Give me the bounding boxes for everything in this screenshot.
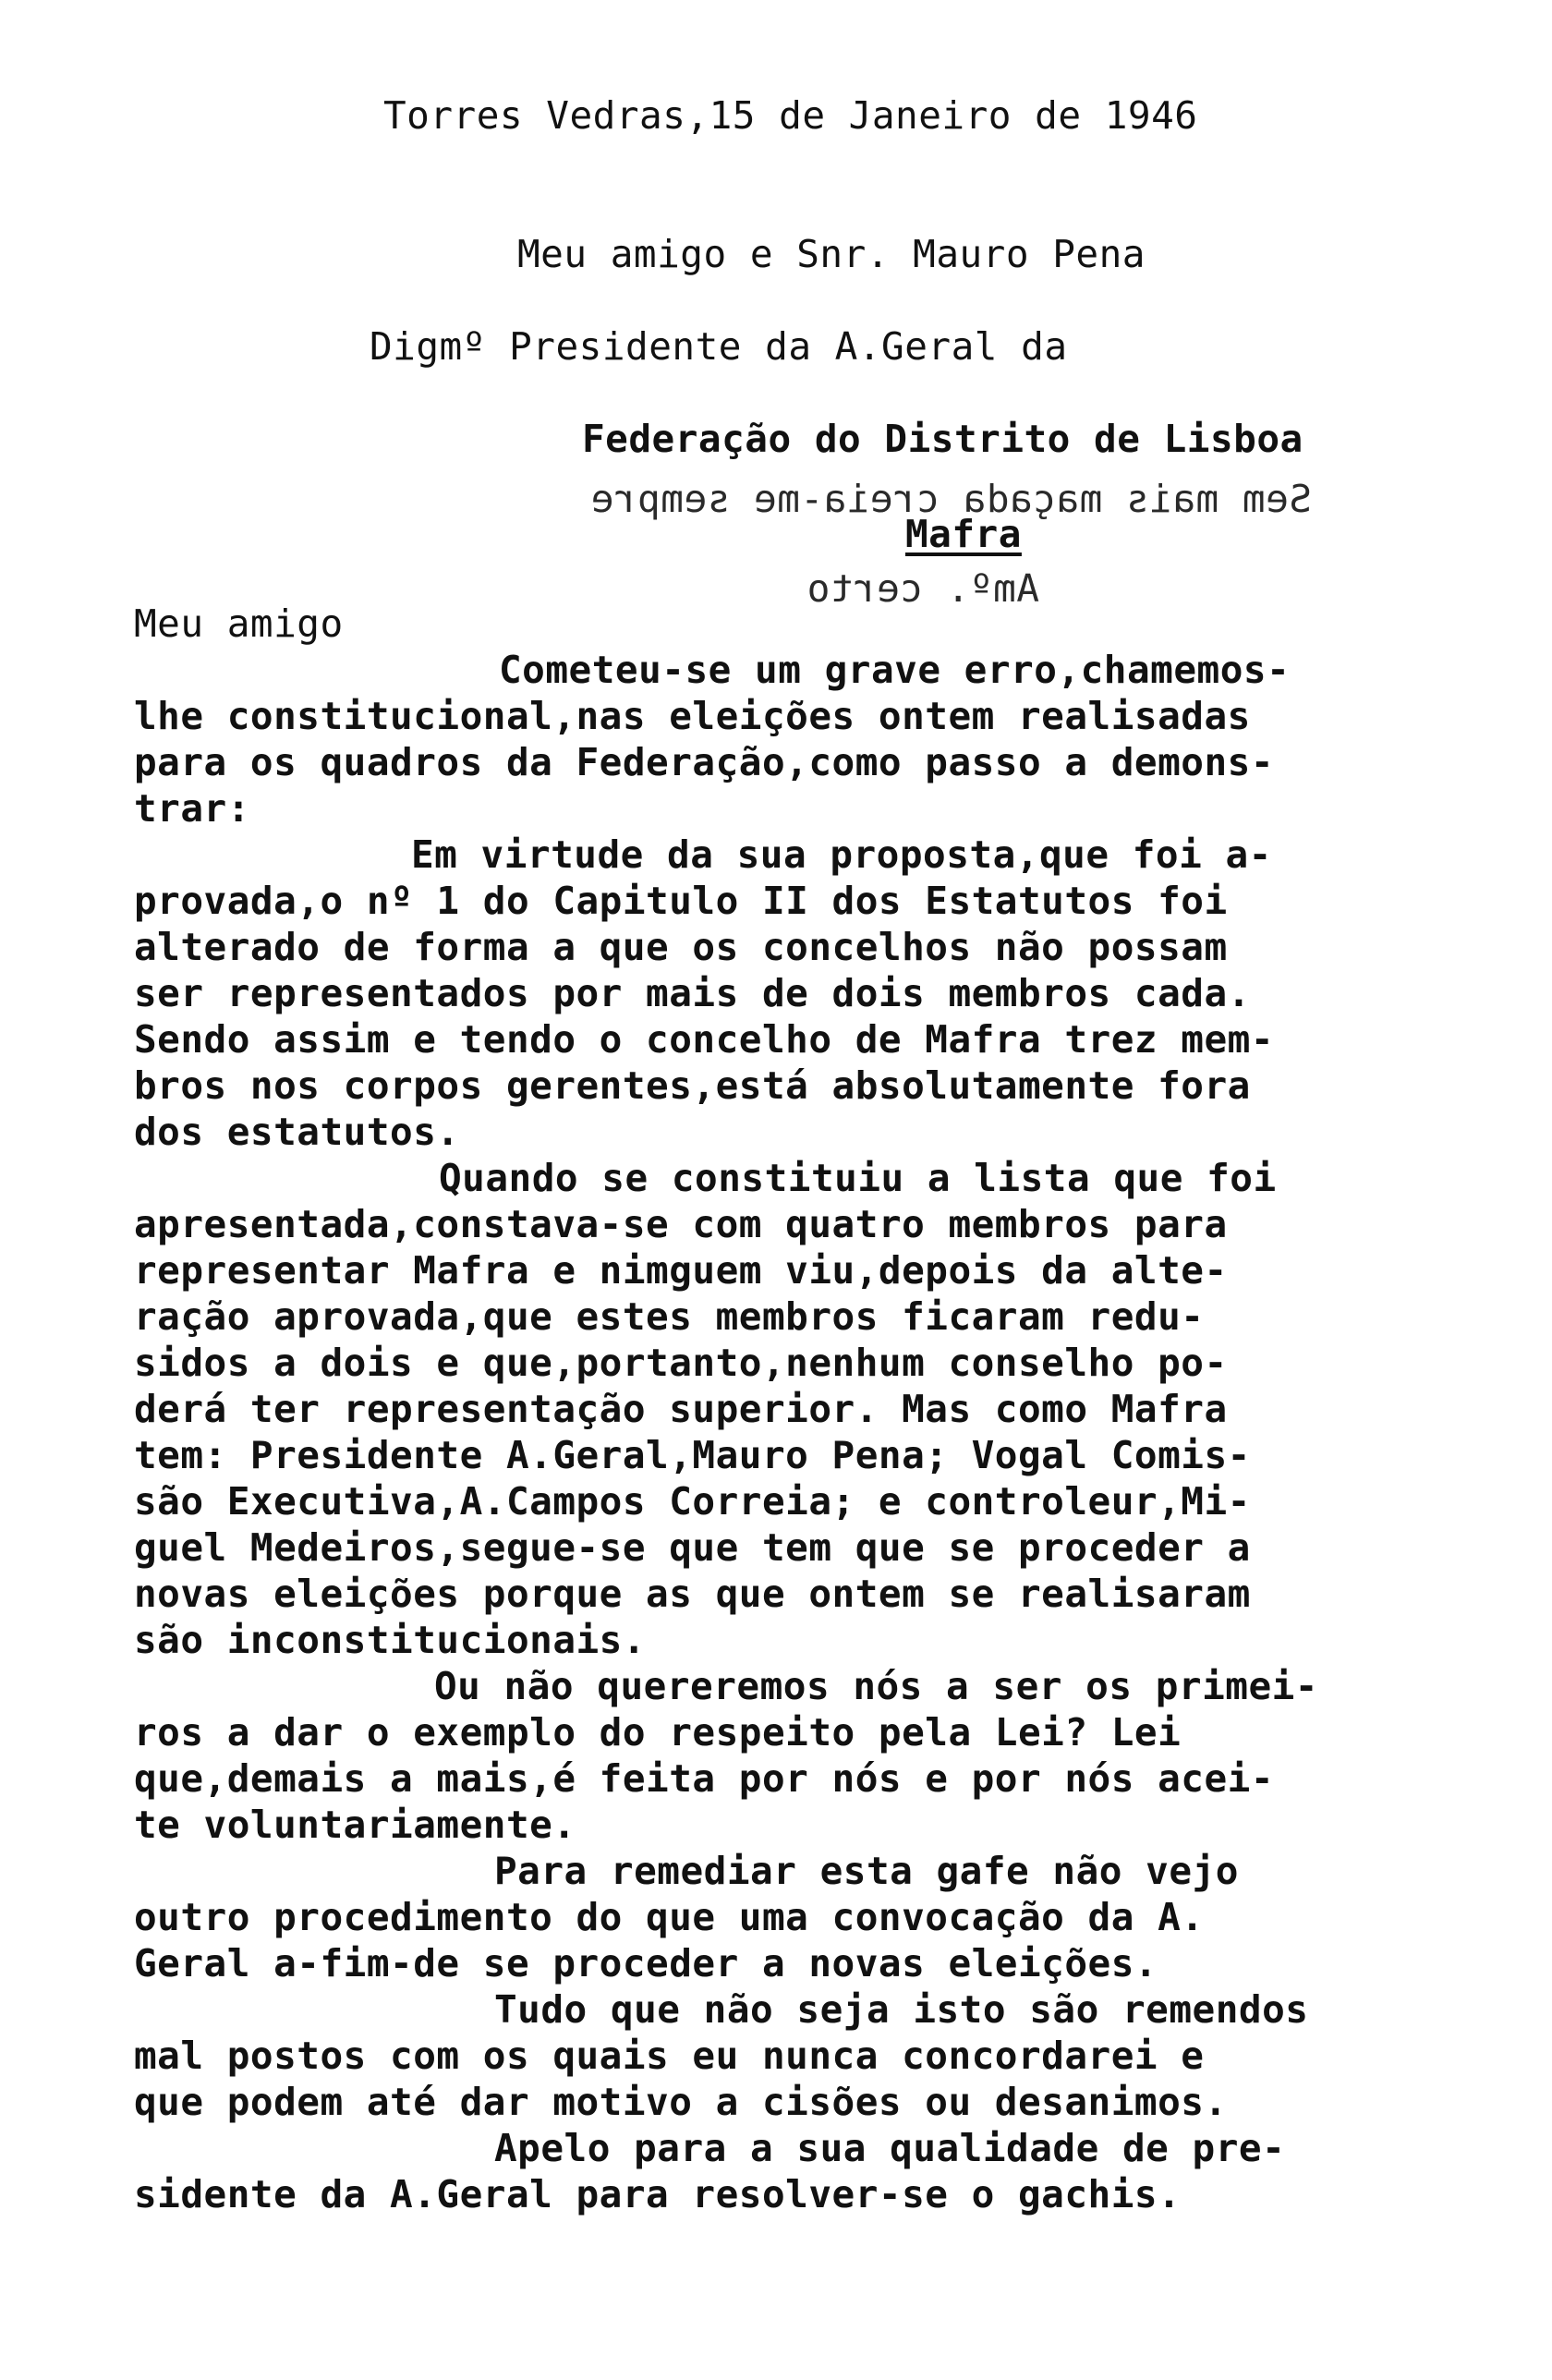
addressee-federation: Federação do Distrito de Lisboa bbox=[582, 417, 1303, 461]
body-line: são Executiva,A.Campos Correia; e controleur,Mi- bbox=[134, 1479, 1251, 1524]
body-line: Sendo assim e tendo o concelho de Mafra trez mem- bbox=[134, 1017, 1275, 1062]
addressee-title: Digmº Presidente da A.Geral da bbox=[370, 324, 1068, 369]
body-line: apresentada,constava-se com quatro membros para bbox=[134, 1202, 1228, 1246]
body-line: que,demais a mais,é feita por nós e por nós acei- bbox=[134, 1756, 1275, 1801]
body-line: mal postos com os quais eu nunca concordarei e bbox=[134, 2034, 1205, 2078]
body-line: são inconstitucionais. bbox=[134, 1618, 647, 1662]
body-line: representar Mafra e nimguem viu,depois da alte- bbox=[134, 1248, 1228, 1293]
body-line: tem: Presidente A.Geral,Mauro Pena; Vogal Comis- bbox=[134, 1433, 1251, 1477]
body-line: provada,o nº 1 do Capitulo II dos Estatutos foi bbox=[134, 879, 1228, 923]
body-line: alterado de forma a que os concelhos não possam bbox=[134, 925, 1228, 969]
body-line: Cometeu-se um grave erro,chamemos- bbox=[499, 648, 1291, 692]
body-line: novas eleições porque as que ontem se realisaram bbox=[134, 1572, 1251, 1616]
body-line: ração aprovada,que estes membros ficaram redu- bbox=[134, 1294, 1205, 1339]
body-line: lhe constitucional,nas eleições ontem realisadas bbox=[134, 694, 1251, 738]
body-line: ros a dar o exemplo do respeito pela Lei? Lei bbox=[134, 1710, 1182, 1755]
body-line: Para remediar esta gafe não vejo bbox=[494, 1849, 1239, 1893]
body-line: derá ter representação superior. Mas como Mafra bbox=[134, 1387, 1228, 1431]
body-line: sidos a dois e que,portanto,nenhum conselho po- bbox=[134, 1341, 1228, 1385]
body-line: Geral a-fim-de se proceder a novas eleições. bbox=[134, 1941, 1158, 1985]
body-line: bros nos corpos gerentes,está absolutamente fora bbox=[134, 1063, 1251, 1108]
body-line: que podem até dar motivo a cisões ou desanimos. bbox=[134, 2080, 1228, 2124]
body-line: Tudo que não seja isto são remendos bbox=[494, 1987, 1309, 2032]
body-line: trar: bbox=[134, 786, 250, 831]
body-line: outro procedimento do que uma convocação da A. bbox=[134, 1895, 1205, 1939]
mirrored-bleed-through-line2: Amº. certo bbox=[806, 566, 1039, 611]
body-line: dos estatutos. bbox=[134, 1110, 460, 1154]
addressee-name: Meu amigo e Snr. Mauro Pena bbox=[517, 232, 1146, 276]
body-line: guel Medeiros,segue-se que tem que se proceder a bbox=[134, 1525, 1251, 1570]
body-line: Apelo para a sua qualidade de pre- bbox=[494, 2126, 1286, 2170]
salutation: Meu amigo bbox=[134, 601, 344, 646]
body-line: te voluntariamente. bbox=[134, 1803, 576, 1847]
body-line: Ou não quereremos nós a ser os primei- bbox=[434, 1664, 1318, 1708]
body-line: sidente da A.Geral para resolver-se o gachis. bbox=[134, 2172, 1182, 2216]
mirrored-bleed-through-line1: Sem mais maçada creia-me sempre bbox=[590, 477, 1312, 521]
place-date: Torres Vedras,15 de Janeiro de 1946 bbox=[383, 93, 1198, 138]
body-line: Quando se constituiu a lista que foi bbox=[439, 1156, 1277, 1200]
body-line: ser representados por mais de dois membros cada. bbox=[134, 971, 1251, 1015]
addressee-mafra: Mafra bbox=[905, 512, 1022, 556]
body-line: Em virtude da sua proposta,que foi a- bbox=[411, 832, 1272, 877]
body-line: para os quadros da Federação,como passo a demons- bbox=[134, 740, 1275, 784]
